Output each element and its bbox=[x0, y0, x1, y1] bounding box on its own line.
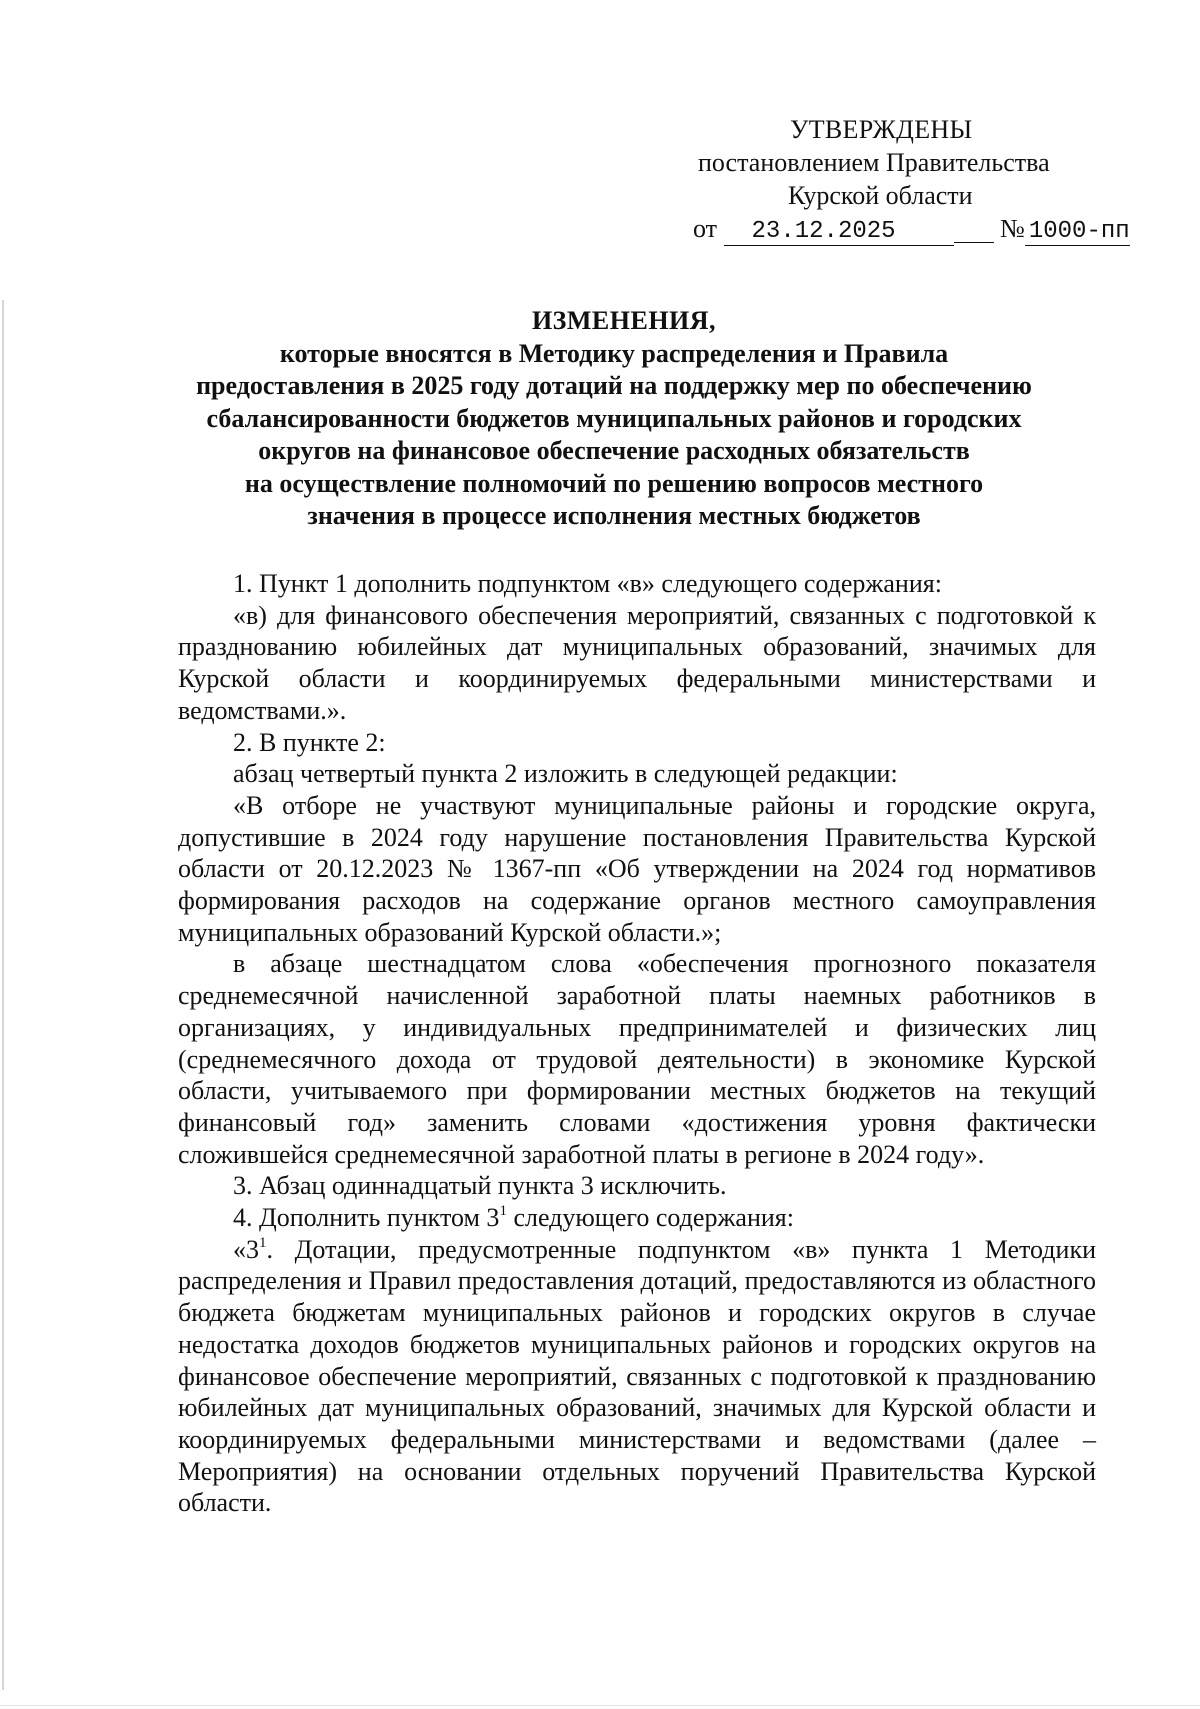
paragraph-item-2-replacement: в абзаце шестнадцатом слова «обеспечения прогнозного показателя среднемесячной начисленной заработной платы наемных работников в организациях, у индивидуальных предпринимателей и физических лиц (среднемесячного дохода от трудовой деятельности) в экономике Курской области, учитываемого при формировании местных бюджетов на текущий финансовый год» заменить словами «достижения уровня фактически сложившейся среднемесячной заработной платы в регионе в 2024 году». bbox=[178, 949, 1096, 1169]
item-3-1-superscript: 1 bbox=[259, 1234, 267, 1251]
paragraph-item-2-new-text: «В отборе не участвуют муниципальные районы и городские округа, допустившие в 2024 году нарушение постановления Правительства Курской области от 20.12.2023 № 1367-пп «Об утверждении на 2024 год нормативов формирования расходов на содержание органов местного самоуправления муниципальных образований Курской области.»; bbox=[178, 790, 1096, 947]
title-line: предоставления в 2025 году дотаций на поддержку мер по обеспечению bbox=[196, 371, 1032, 400]
approval-date: 23.12.2025 bbox=[724, 219, 954, 246]
title-line: значения в процессе исполнения местных бюджетов bbox=[307, 501, 921, 530]
item-3-1-text-start: «3 bbox=[233, 1234, 259, 1264]
title-main: ИЗМЕНЕНИЯ, bbox=[531, 306, 717, 335]
date-underline-tail bbox=[954, 216, 994, 243]
approval-number: 1000-пп bbox=[1025, 219, 1130, 246]
title-line: которые вносятся в Методику распределения и Правила bbox=[279, 338, 949, 368]
paragraph-item-2-intro: абзац четвертый пункта 2 изложить в следующей редакции: bbox=[233, 759, 898, 789]
scan-edge-left bbox=[2, 300, 4, 1690]
document-body bbox=[178, 568, 1096, 1519]
approval-heading: УТВЕРЖДЕНЫ bbox=[790, 115, 973, 144]
approval-authority: постановлением Правительства bbox=[698, 148, 1050, 177]
paragraph-item-3: 3. Абзац одиннадцатый пункта 3 исключить. bbox=[233, 1171, 727, 1201]
paragraph-item-4 bbox=[178, 1202, 1096, 1234]
approval-block bbox=[690, 113, 1130, 246]
title-line: на осуществление полномочий по решению вопросов местного bbox=[244, 468, 984, 498]
approval-date-line bbox=[690, 212, 1130, 246]
paragraph-item-2: 2. В пункте 2: bbox=[233, 727, 386, 757]
approval-region: Курской области bbox=[788, 181, 973, 210]
scan-edge-bottom bbox=[0, 1705, 1200, 1706]
paragraph-item-3-1 bbox=[178, 1234, 1096, 1519]
title-line: сбалансированности бюджетов муниципальных районов и городских bbox=[206, 403, 1022, 433]
item-4-superscript: 1 bbox=[499, 1203, 507, 1220]
document-title bbox=[130, 305, 1098, 533]
approval-number-label: № bbox=[1000, 214, 1025, 243]
paragraph-subitem-v: «в) для финансового обеспечения мероприятий, связанных с подготовкой к празднованию юбилейных дат муниципальных образований, значимых для Курской области и координируемых федеральными министерствами и ведомствами.». bbox=[178, 600, 1096, 725]
approval-from-label: от bbox=[693, 214, 718, 243]
item-3-1-text-body: . Дотации, предусмотренные подпунктом «в» пункта 1 Методики распределения и Правил предоставления дотаций, предоставляются из областного бюджета бюджетам муниципальных районов и городских округов в случае недостатка доходов бюджетов муниципальных районов и городских округов на финансовое обеспечение мероприятий, связанных с подготовкой к празднованию юбилейных дат муниципальных образований, значимых для Курской области и координируемых федеральными министерствами и ведомствами (далее – Мероприятия) на основании отдельных поручений Правительства Курской области. bbox=[178, 1234, 1096, 1518]
item-4-text-start: 4. Дополнить пунктом 3 bbox=[233, 1203, 500, 1233]
title-line: округов на финансовое обеспечение расходных обязательств bbox=[258, 436, 970, 465]
item-4-text-end: следующего содержания: bbox=[506, 1203, 794, 1233]
paragraph-item-1: 1. Пункт 1 дополнить подпунктом «в» следующего содержания: bbox=[233, 569, 942, 598]
